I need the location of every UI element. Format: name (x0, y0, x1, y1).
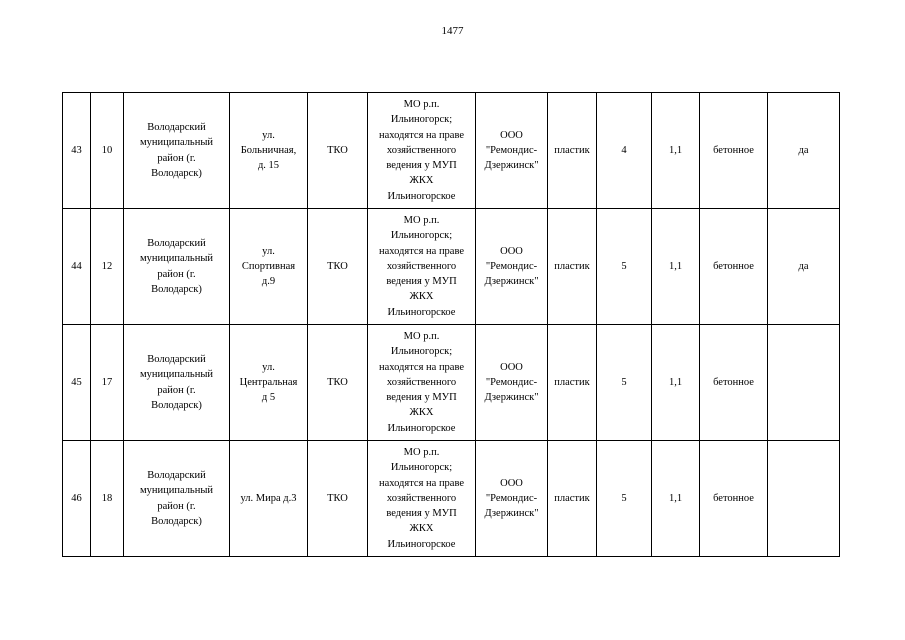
row-number-cell: 45 (63, 325, 91, 441)
row-number-cell: 46 (63, 441, 91, 557)
address-cell: ул. Спортивная д.9 (230, 209, 308, 325)
table-row (63, 93, 840, 209)
waste-type-cell: ТКО (308, 93, 368, 209)
waste-type-cell: ТКО (308, 209, 368, 325)
surface-cell: бетонное (700, 325, 768, 441)
container-material-cell: пластик (548, 93, 597, 209)
container-count-cell: 5 (597, 325, 652, 441)
surface-cell: бетонное (700, 93, 768, 209)
table-row (63, 441, 840, 557)
container-count-cell: 5 (597, 209, 652, 325)
district-cell: Володарский муниципальный район (г. Володарск) (124, 209, 230, 325)
container-material-cell: пластик (548, 325, 597, 441)
owner-cell: МО р.п. Ильиногорск; находятся на праве хозяйственного ведения у МУП ЖКХ Ильиногорское (368, 441, 476, 557)
container-material-cell: пластик (548, 209, 597, 325)
district-cell: Володарский муниципальный район (г. Володарск) (124, 93, 230, 209)
row-number-cell: 43 (63, 93, 91, 209)
site-number-cell: 10 (91, 93, 124, 209)
owner-cell: МО р.п. Ильиногорск; находятся на праве хозяйственного ведения у МУП ЖКХ Ильиногорское (368, 325, 476, 441)
container-count-cell: 5 (597, 441, 652, 557)
container-volume-cell: 1,1 (652, 93, 700, 209)
container-volume-cell: 1,1 (652, 441, 700, 557)
owner-cell: МО р.п. Ильиногорск; находятся на праве хозяйственного ведения у МУП ЖКХ Ильиногорское (368, 209, 476, 325)
operator-cell: ООО "Ремондис- Дзержинск" (476, 441, 548, 557)
table-row (63, 325, 840, 441)
fenced-cell: да (768, 93, 840, 209)
container-volume-cell: 1,1 (652, 325, 700, 441)
site-number-cell: 12 (91, 209, 124, 325)
address-cell: ул. Мира д.3 (230, 441, 308, 557)
container-volume-cell: 1,1 (652, 209, 700, 325)
fenced-cell: да (768, 209, 840, 325)
operator-cell: ООО "Ремондис- Дзержинск" (476, 325, 548, 441)
operator-cell: ООО "Ремондис- Дзержинск" (476, 93, 548, 209)
table-row (63, 209, 840, 325)
waste-type-cell: ТКО (308, 325, 368, 441)
fenced-cell (768, 325, 840, 441)
district-cell: Володарский муниципальный район (г. Володарск) (124, 325, 230, 441)
container-count-cell: 4 (597, 93, 652, 209)
waste-sites-table (62, 92, 840, 557)
surface-cell: бетонное (700, 441, 768, 557)
operator-cell: ООО "Ремондис- Дзержинск" (476, 209, 548, 325)
site-number-cell: 18 (91, 441, 124, 557)
owner-cell: МО р.п. Ильиногорск; находятся на праве хозяйственного ведения у МУП ЖКХ Ильиногорское (368, 93, 476, 209)
fenced-cell (768, 441, 840, 557)
address-cell: ул. Центральная д 5 (230, 325, 308, 441)
page-number: 1477 (441, 25, 464, 37)
waste-type-cell: ТКО (308, 441, 368, 557)
container-material-cell: пластик (548, 441, 597, 557)
surface-cell: бетонное (700, 209, 768, 325)
row-number-cell: 44 (63, 209, 91, 325)
address-cell: ул. Больничная, д. 15 (230, 93, 308, 209)
district-cell: Володарский муниципальный район (г. Володарск) (124, 441, 230, 557)
site-number-cell: 17 (91, 325, 124, 441)
